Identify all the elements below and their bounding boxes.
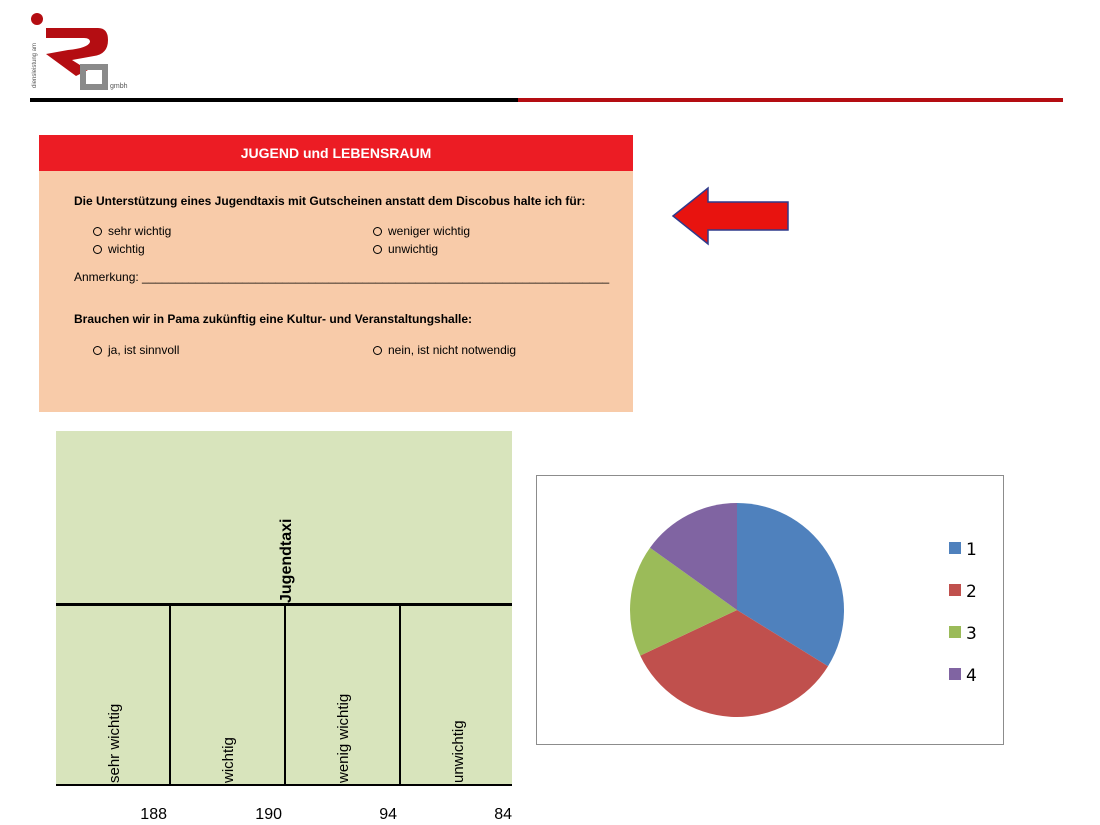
column-label: unwichtig — [450, 720, 467, 783]
header-rule-red — [518, 98, 1063, 102]
card-title: JUGEND und LEBENSRAUM — [39, 135, 633, 171]
value-cell: 188 — [140, 806, 167, 823]
column-label: sehr wichtig — [106, 703, 123, 783]
remark-line: Anmerkung: ______________________________________________________________________ — [74, 270, 610, 284]
logo-gmbh-text: gmbh — [110, 83, 128, 90]
radio-icon — [373, 346, 382, 355]
logo-vertical-text: diensleistung am — [32, 42, 38, 88]
legend-swatch-1 — [949, 542, 961, 554]
legend-swatch-3 — [949, 626, 961, 638]
option-sehr-wichtig: sehr wichtig — [93, 224, 171, 238]
legend-label-2: 2 — [966, 582, 977, 602]
value-cell: 190 — [255, 806, 282, 823]
left-arrow-icon — [668, 184, 794, 248]
option-ja: ja, ist sinnvoll — [93, 343, 179, 357]
legend-label-1: 1 — [966, 540, 977, 560]
pie-chart — [537, 476, 1003, 744]
option-wichtig: wichtig — [93, 242, 145, 256]
radio-icon — [93, 346, 102, 355]
header-rule-black — [30, 98, 518, 102]
column-label: wichtig — [220, 737, 237, 783]
column-label: wenig wichtig — [335, 693, 352, 783]
question-1: Die Unterstützung eines Jugendtaxis mit Gutscheinen anstatt dem Discobus halte ich für: — [74, 194, 586, 208]
logo-dot — [31, 13, 43, 25]
radio-icon — [373, 227, 382, 236]
question-2: Brauchen wir in Pama zukünftig eine Kultur- und Veranstaltungshalle: — [74, 312, 473, 326]
legend-label-4: 4 — [966, 666, 977, 686]
pie-chart-frame — [536, 475, 1004, 745]
questionnaire-card — [39, 135, 633, 412]
radio-icon — [93, 245, 102, 254]
legend-swatch-2 — [949, 584, 961, 596]
radio-icon — [93, 227, 102, 236]
value-cell: 84 — [494, 806, 512, 823]
option-unwichtig: unwichtig — [373, 242, 438, 256]
column-divider — [399, 606, 401, 785]
radio-icon — [373, 245, 382, 254]
value-cell: 94 — [379, 806, 397, 823]
option-nein: nein, ist nicht notwendig — [373, 343, 516, 357]
legend-label-3: 3 — [966, 624, 977, 644]
logo-grey-shape — [80, 64, 108, 90]
option-weniger-wichtig: weniger wichtig — [373, 224, 470, 238]
column-divider — [169, 606, 171, 785]
table-bottom-line — [56, 784, 512, 786]
table-header: Jugendtaxi — [278, 518, 295, 603]
results-table — [56, 431, 512, 785]
column-divider — [284, 606, 286, 785]
company-logo — [28, 10, 138, 96]
legend-swatch-4 — [949, 668, 961, 680]
